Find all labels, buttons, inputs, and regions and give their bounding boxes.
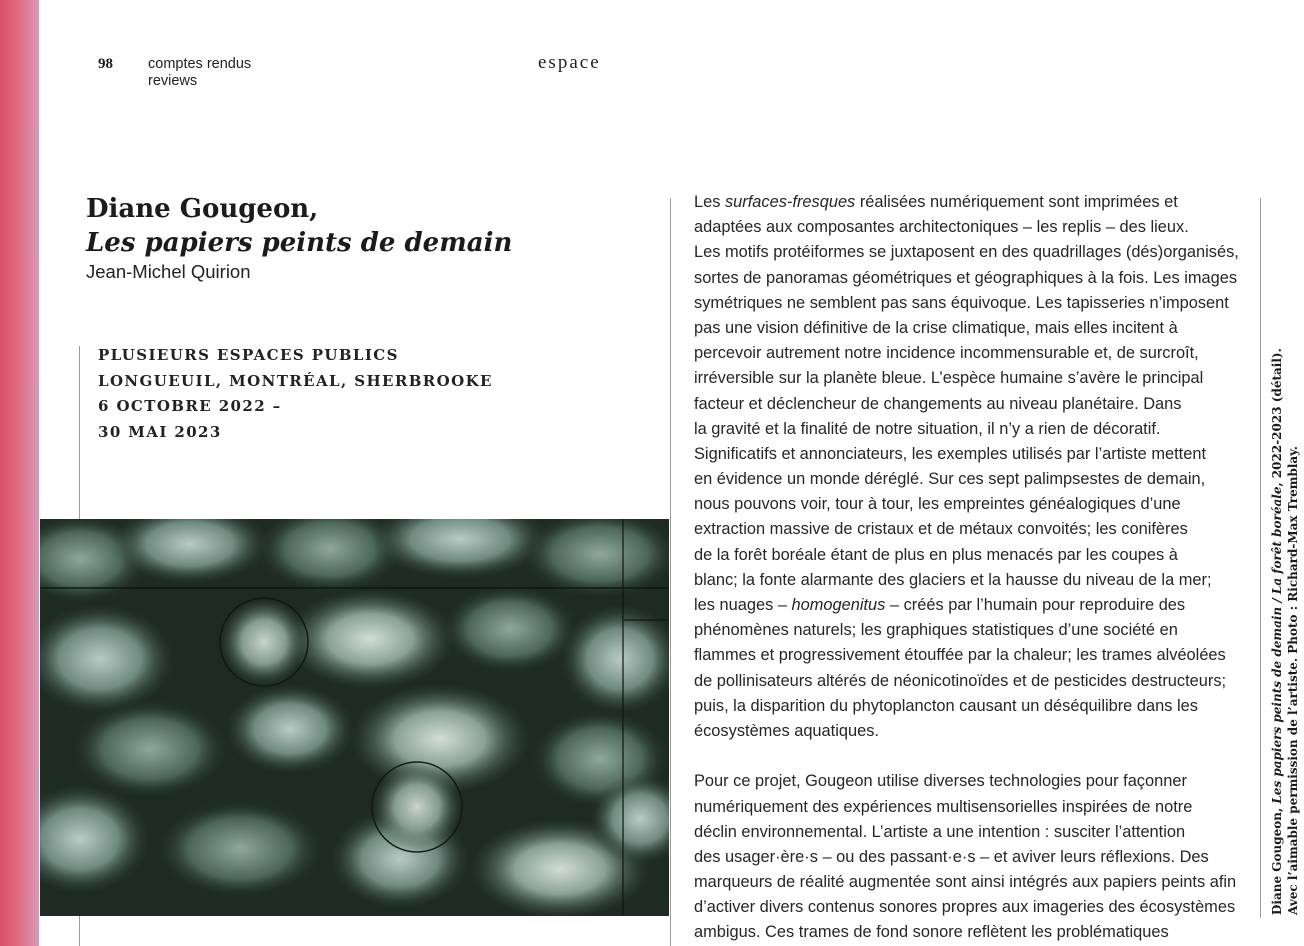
exhibition-venue: PLUSIEURS ESPACES PUBLICS bbox=[98, 346, 399, 364]
text-line: de la forêt boréale étant de plus en plus menacés par les coupes à bbox=[694, 545, 1178, 564]
right-column-rule bbox=[1260, 198, 1261, 918]
article-body bbox=[694, 190, 1254, 946]
paragraph-gap bbox=[694, 744, 1254, 769]
exhibition-start-date: 6 OCTOBRE 2022 – bbox=[98, 397, 282, 415]
section-label-en: reviews bbox=[148, 73, 198, 89]
text-line: extraction massive de cristaux et de métaux convoités; les conifères bbox=[694, 520, 1188, 539]
photo-caption bbox=[1270, 348, 1301, 915]
text-line: en évidence un monde déréglé. Sur ces sept palimpsestes de demain, bbox=[694, 470, 1206, 489]
work-title: Les papiers peints de demain bbox=[86, 228, 513, 258]
text-line: blanc; la fonte alarmante des glaciers et la hausse du niveau de la mer; bbox=[694, 570, 1212, 589]
text-line: Pour ce projet, Gougeon utilise diverses technologies pour façonner bbox=[694, 772, 1187, 791]
exhibition-info bbox=[98, 343, 493, 445]
text-line: pas une vision définitive de la crise climatique, mais elles incitent à bbox=[694, 318, 1178, 337]
page-edge-color-strip bbox=[0, 0, 39, 946]
center-column-rule bbox=[670, 198, 671, 946]
text-line: de pollinisateurs altérés de néonicotinoïdes et de pesticides destructeurs; bbox=[694, 671, 1227, 690]
magazine-masthead: espace bbox=[538, 52, 601, 73]
text-line: marqueurs de réalité augmentée sont ainsi intégrés aux papiers peints afin bbox=[694, 873, 1237, 892]
italic-term: homogenitus bbox=[791, 596, 886, 614]
text-line: symétriques ne semblent pas sans équivoque. Les tapisseries n’imposent bbox=[694, 293, 1229, 312]
artwork-photo bbox=[40, 519, 669, 916]
circle-motif-upper bbox=[220, 598, 308, 686]
artist-name: Diane Gougeon, bbox=[86, 194, 319, 224]
paragraph-1 bbox=[694, 190, 1254, 744]
text-line: numériquement des expériences multisensorielles inspirées de notre bbox=[694, 797, 1193, 816]
caption-line-2: Avec l’aimable permission de l’artiste. Photo : Richard-Max Tremblay. bbox=[1285, 446, 1300, 915]
text-line: irréversible sur la planète bleue. L’espèce humaine s’avère le principal bbox=[694, 369, 1204, 388]
exhibition-cities: LONGUEUIL, MONTRÉAL, SHERBROOKE bbox=[98, 371, 493, 390]
page-number: 98 bbox=[98, 56, 113, 72]
text-line: nous pouvons voir, tour à tour, les empreintes généalogiques d’une bbox=[694, 495, 1181, 514]
circle-motif-lower bbox=[372, 762, 462, 852]
caption-line-1: Diane Gougeon, Les papiers peints de demain / La forêt boréale, 2022-2023 (détail). bbox=[1270, 348, 1284, 915]
paragraph-2 bbox=[694, 769, 1254, 945]
text-line: Significatifs et annonciateurs, les exemples utilisés par l’artiste mettent bbox=[694, 444, 1206, 463]
text-line: percevoir autrement notre incidence incommensurable et, de surcroît, bbox=[694, 344, 1199, 363]
text-line: puis, la disparition du phytoplancton causant un déséquilibre dans les bbox=[694, 696, 1198, 715]
exhibition-end-date: 30 MAI 2023 bbox=[98, 422, 222, 441]
text-line: des usager·ère·s – ou des passant·e·s – et aviver leurs réflexions. Des bbox=[694, 847, 1209, 866]
section-label bbox=[148, 56, 251, 90]
text-line: ambigus. Ces trames de fond sonore reflètent les problématiques bbox=[694, 923, 1169, 942]
text-line: déclin environnemental. L’artiste a une intention : susciter l’attention bbox=[694, 822, 1186, 841]
article-title-block bbox=[86, 192, 512, 284]
author-name: Jean-Michel Quirion bbox=[86, 261, 251, 282]
text-line: adaptées aux composantes architectoniques – les replis – des lieux. bbox=[694, 218, 1189, 237]
text-line: Les surfaces-fresques réalisées numériquement sont imprimées et bbox=[694, 193, 1178, 211]
text-line: d’activer divers contenus sonores propres aux imageries des écosystèmes bbox=[694, 898, 1236, 917]
text-line: Les motifs protéiformes se juxtaposent en des quadrillages (dés)organisés, bbox=[694, 243, 1239, 262]
text-line: écosystèmes aquatiques. bbox=[694, 721, 879, 740]
text-line: la gravité et la finalité de notre situation, il n’y a rien de décoratif. bbox=[694, 419, 1161, 438]
text-line: phénomènes naturels; les graphiques statistiques d’une société en bbox=[694, 621, 1178, 640]
italic-term: surfaces-fresques bbox=[724, 193, 856, 211]
section-label-fr: comptes rendus bbox=[148, 56, 252, 72]
text-line: flammes et progressivement étouffée par la chaleur; les trames alvéolées bbox=[694, 646, 1226, 665]
text-line: les nuages – homogenitus – créés par l’humain pour reproduire des bbox=[694, 596, 1186, 614]
text-line: sortes de panoramas géométriques et géographiques à la fois. Les images bbox=[694, 268, 1238, 287]
text-line: facteur et déclencheur de changements au niveau planétaire. Dans bbox=[694, 394, 1182, 413]
